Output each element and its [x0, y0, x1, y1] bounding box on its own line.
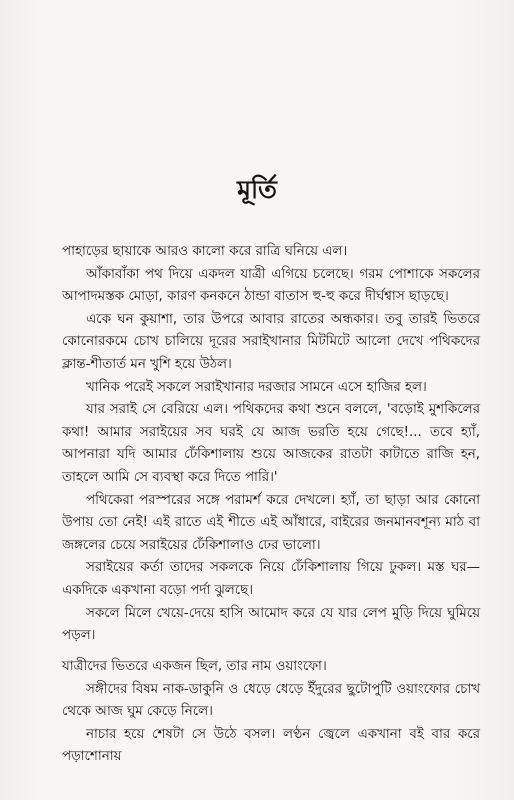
- paragraph: পথিকেরা পরস্পরের সঙ্গে পরামর্শ করে দেখলে। হ্যাঁ, তা ছাড়া আর কোনো উপায় তো নেই! এই রাতে এই শীতে এই আঁধারে, বাইরের জনমানবশূন্য মাঠ বা জঙ্গলের চেয়ে সরাইয়ের ঢেঁকিশালাও ঢের ভালো।: [62, 492, 480, 553]
- paragraph: আঁকাবাঁকা পথ দিয়ে একদল যাত্রী এগিয়ে চলেছে। গরম পোশাকে সকলের আপাদমস্তক মোড়া, কারণ কনকনে ঠান্ডা বাতাস হু-হু করে দীর্ঘশ্বাস ছাড়ছে।: [62, 266, 480, 305]
- paragraph: খানিক পরেই সকলে সরাইখানার দরজার সামনে এসে হাজির হল।: [86, 379, 427, 395]
- chapter-title: মূর্তি: [237, 175, 277, 204]
- paragraph: যার সরাই সে বেরিয়ে এল। পথিকদের কথা শুনে বললে, 'বড়োই মুশকিলের কথা! আমার সরাইয়ের সব ঘরই যে আজ ভরতি হয়ে গেছে!... তবে হ্যাঁ, আপনারা যদি আমার ঢেঁকিশালায় শুয়ে আজকের রাতটা কাটাতে রাজি হন, তাহলে আমি সে ব্যবস্থা করে দিতে পারি।': [62, 402, 480, 485]
- paragraph: একে ঘন কুয়াশা, তার উপরে আবার রাতের অন্ধকার। তবু তারই ভিতরে কোনোরকমে চোখ চালিয়ে দূরের সরাইখানার মিটমিটে আলো দেখে পথিকদের ক্লান্ত-শীতার্ত মন খুশি হয়ে উঠল।: [62, 311, 480, 372]
- section-two: [62, 656, 480, 769]
- paragraph: সকলে মিলে খেয়ে-দেয়ে হাসি আমোদ করে যে যার লেপ মুড়ি দিয়ে ঘুমিয়ে পড়ল।: [62, 605, 480, 644]
- paragraph: নাচার হয়ে শেষটা সে উঠে বসল। লণ্ঠন জ্বেলে একখানা বই বার করে পড়াশোনায়: [62, 726, 480, 765]
- paragraph: সঙ্গীদের বিষম নাক-ডাকুনি ও ধেড়ে ধেড়ে ইঁদুরের ছুটোপুটি ওয়াংফোর চোখ থেকে আজ ঘুম কেড়ে নিলে।: [62, 681, 480, 720]
- paragraph: পাহাড়ের ছায়াকে আরও কালো করে রাত্রি ঘনিয়ে এল।: [62, 244, 348, 259]
- paragraph: সরাইয়ের কর্তা তাদের সকলকে নিয়ে ঢেঁকিশালায় গিয়ে ঢুকল। মস্ত ঘর—একদিকে একখানা বড়ো পর্দা ঝুলছে।: [62, 560, 480, 598]
- section-one: [62, 241, 480, 648]
- paragraph: যাত্রীদের ভিতরে একজন ছিল, তার নাম ওয়াংফো।: [62, 659, 327, 674]
